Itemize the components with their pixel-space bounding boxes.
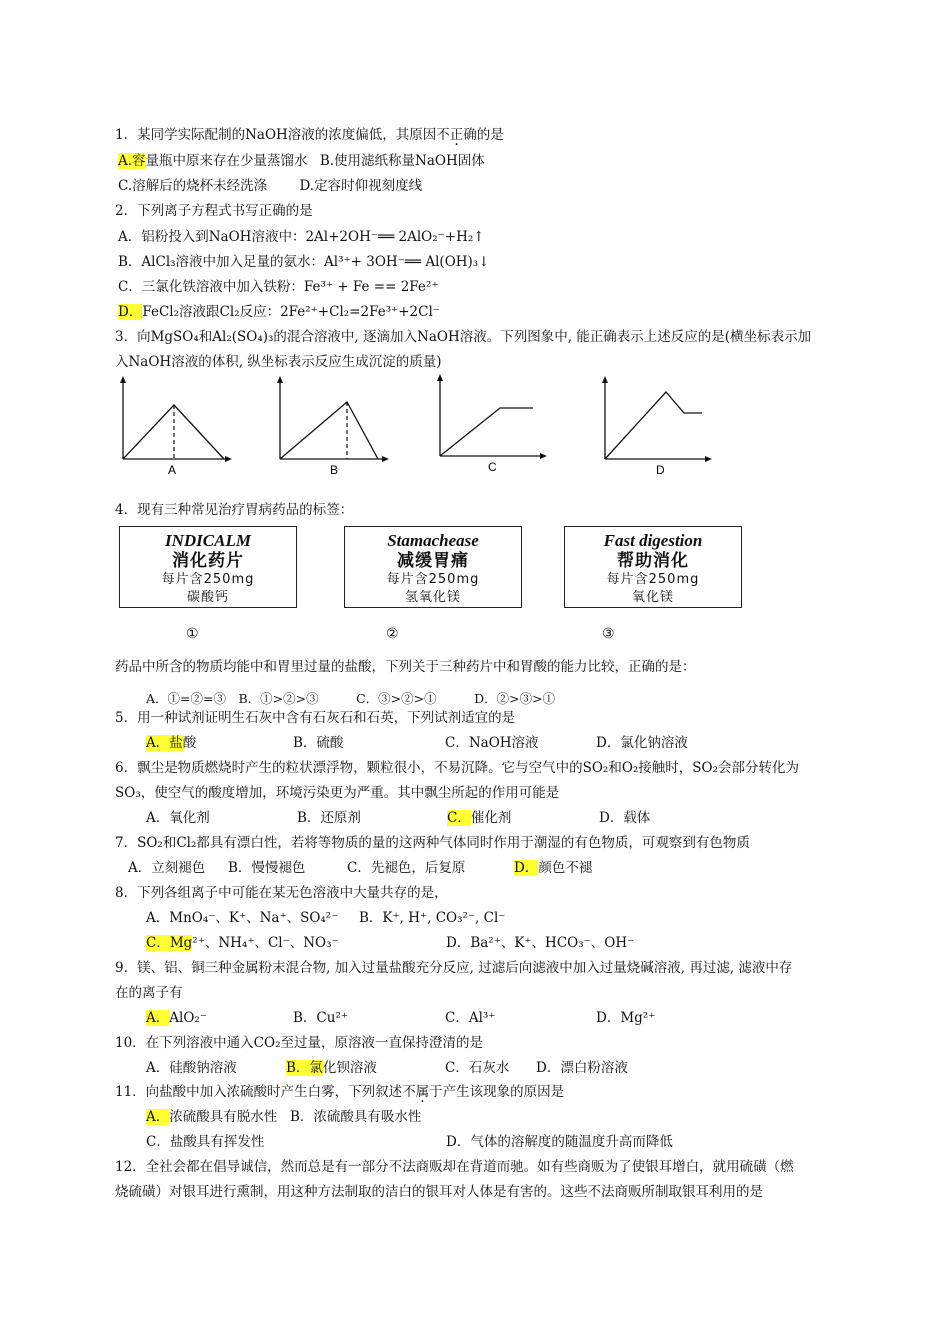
q6-option-c-text: 催化剂	[470, 810, 512, 826]
q7-option-d[interactable]	[514, 859, 592, 877]
q1-options-row1	[118, 152, 485, 170]
q7-option-d-highlight: D．	[514, 860, 539, 876]
q5-option-a-text: 酸	[182, 735, 197, 751]
q4-stem: 4．现有三种常见治疗胃病药品的标签：	[115, 502, 354, 518]
q5-option-a-highlight: A．盐	[146, 735, 183, 751]
q2-option-d-highlight: D．	[118, 304, 143, 320]
q8-option-c[interactable]	[146, 934, 339, 952]
q1-option-c[interactable]: C.溶解后的烧杯未经洗涤	[118, 178, 268, 194]
q2-option-c[interactable]: C．三氯化铁溶液中加入铁粉：Fe³⁺ + Fe == 2Fe²⁺	[118, 279, 439, 295]
q6-option-c-highlight: C．	[447, 810, 471, 826]
q8-option-a[interactable]: A．MnO₄⁻、K⁺、Na⁺、SO₄²⁻	[146, 910, 339, 926]
q11-option-a-text: 浓硫酸具有脱水性	[169, 1109, 278, 1125]
q11-option-d[interactable]: D．气体的溶解度的随温度升高而降低	[446, 1134, 673, 1150]
q9-stem-line1: 9．镁、铝、铜三种金属粉末混合物, 加入过量盐酸充分反应, 过滤后向滤液中加入过量烧碱溶液, 再过滤, 滤液中存	[115, 960, 793, 976]
q10-option-b-highlight: B．氯	[286, 1060, 323, 1076]
graph-d[interactable]	[590, 374, 720, 484]
q10-option-b[interactable]	[286, 1059, 377, 1077]
label-3-number: ③	[602, 626, 615, 642]
graph-a-label: A	[168, 463, 177, 477]
q9-option-a[interactable]	[146, 1009, 207, 1027]
q4-note: 药品中所含的物质均能中和胃里过量的盐酸，下列关于三种药片中和胃酸的能力比较，正确的是：	[115, 659, 696, 675]
q2-option-a[interactable]: A．铝粉投入到NaOH溶液中：2Al+2OH⁻══ 2AlO₂⁻+H₂↑	[118, 229, 485, 245]
label-1-ingredient: 碳酸钙	[186, 590, 229, 605]
q10-option-c[interactable]: C．石灰水	[445, 1060, 510, 1076]
q8-option-c-text: ²⁺、NH₄⁺、Cl⁻、NO₃⁻	[192, 935, 339, 951]
q1-stem-text: 1．某同学实际配制的NaOH溶液的浓度偏低，其原因	[115, 127, 437, 143]
q7-option-d-text: 颜色不褪	[538, 860, 593, 876]
q6-option-b[interactable]: B．还原剂	[297, 810, 361, 826]
q9-option-d[interactable]: D．Mg²⁺	[596, 1010, 656, 1026]
label-1-title: 消化药片	[172, 551, 244, 571]
q4-options[interactable]: A．①=②=③ B．①>②>③ C．③>②>① D．②>③>①	[146, 691, 556, 706]
q6-stem-line2: SO₃，使空气的酸度增加，环境污染更为严重。其中飘尘所起的作用可能是	[115, 785, 560, 801]
q3-stem-line1: 3．向MgSO₄和Al₂(SO₄)₃的混合溶液中, 逐滴加入NaOH溶液。下列图象中, 能正确表示上述反应的是(横坐标表示加	[115, 329, 812, 345]
label-1-dose: 每片含250mg	[161, 572, 255, 587]
q7-option-c[interactable]: C．先褪色，后复原	[347, 860, 466, 876]
q12-stem-line1: 12．全社会都在倡导诚信，然而总是有一部分不法商贩却在背道而驰。如有些商贩为了使银耳增白，就用硫磺（燃	[115, 1159, 794, 1175]
label-2-title: 减缓胃痛	[397, 551, 469, 571]
q1-options-row2	[118, 177, 422, 195]
q9-option-b[interactable]: B．Cu²⁺	[293, 1010, 348, 1026]
q8-option-b[interactable]: B．K⁺, H⁺, CO₃²⁻, Cl⁻	[359, 910, 506, 926]
label-3-title: 帮助消化	[617, 551, 689, 571]
q12-stem-line2: 烧硫磺）对银耳进行熏制，用这种方法制取的洁白的银耳对人体是有害的。这些不法商贩所制取银耳利用的是	[115, 1184, 763, 1200]
q7-option-b[interactable]: B．慢慢褪色	[228, 860, 306, 876]
q2-stem: 2．下列离子方程式书写正确的是	[115, 203, 313, 219]
q2-option-d[interactable]	[118, 303, 440, 321]
q8-stem: 8．下列各组离子中可能在某无色溶液中大量共存的是，	[115, 885, 448, 901]
q5-option-c[interactable]: C．NaOH溶液	[445, 735, 539, 751]
label-2-number: ②	[386, 626, 399, 642]
q2-option-b[interactable]: B．AlCl₃溶液中加入足量的氨水：Al³⁺+ 3OH⁻══ Al(OH)₃↓	[118, 254, 490, 270]
q11-option-b[interactable]: B．浓硫酸具有吸水性	[290, 1109, 422, 1125]
label-3-ingredient: 氧化镁	[631, 590, 674, 605]
label-3-dose: 每片含250mg	[606, 572, 700, 587]
q9-option-c[interactable]: C．Al³⁺	[445, 1010, 496, 1026]
q1-option-a[interactable]: 量瓶中原来存在少量蒸馏水	[145, 153, 308, 169]
label-1-number: ①	[186, 626, 199, 642]
q10-stem: 10．在下列溶液中通入CO₂至过量，原溶液一直保持澄清的是	[115, 1035, 483, 1051]
q1-stem	[115, 126, 504, 144]
label-3-brand: Fast digestion	[603, 531, 703, 550]
q9-option-a-highlight: A．	[146, 1010, 170, 1026]
q1-option-a-highlight[interactable]: A.容	[118, 153, 146, 169]
q11-stem	[115, 1083, 564, 1101]
label-2-ingredient: 氢氧化镁	[404, 590, 461, 605]
q3-stem-line2: 入NaOH溶液的体积, 纵坐标表示反应生成沉淀的质量)	[115, 354, 442, 370]
q11-option-c[interactable]: C．盐酸具有挥发性	[146, 1134, 265, 1150]
q8-option-d[interactable]: D．Ba²⁺、K⁺、HCO₃⁻、OH⁻	[446, 935, 635, 951]
q9-stem-line2: 在的离子有	[115, 985, 183, 1001]
q11-stem-text: 11．向盐酸中加入浓硫酸时产生白雾，下列叙述	[115, 1084, 403, 1100]
q9-option-a-text: AlO₂⁻	[169, 1010, 207, 1026]
q11-stem-emphasis: 不属于	[402, 1084, 443, 1100]
medicine-label-3	[564, 526, 742, 608]
q2-option-d-text: FeCl₂溶液跟Cl₂反应：2Fe²⁺+Cl₂=2Fe³⁺+2Cl⁻	[142, 304, 440, 320]
q10-option-d[interactable]: D．漂白粉溶液	[536, 1060, 628, 1076]
label-1-brand: INDICALM	[165, 531, 251, 550]
q5-option-d[interactable]: D．氯化钠溶液	[596, 735, 688, 751]
q5-stem: 5．用一种试剂证明生石灰中含有石灰石和石英，下列试剂适宜的是	[115, 710, 516, 726]
label-2-brand: Stamachease	[387, 531, 479, 550]
q1-stem-emphasis: 不正确	[436, 127, 477, 143]
q6-stem-line1: 6．飘尘是物质燃烧时产生的粒状漂浮物，颗粒很小，不易沉降。它与空气中的SO₂和O₂接触时，SO₂会部分转化为	[115, 760, 800, 776]
q1-option-d[interactable]: D.定容时仰视刻度线	[299, 178, 423, 194]
q7-option-a[interactable]: A．立刻褪色	[128, 860, 206, 876]
graph-c-label: C	[488, 460, 497, 474]
q6-option-c[interactable]	[447, 809, 511, 827]
graph-c[interactable]	[425, 372, 555, 482]
graph-b-label: B	[330, 463, 339, 477]
q11-option-a-highlight: A．	[146, 1109, 170, 1125]
graph-a[interactable]	[108, 374, 238, 484]
q5-option-a[interactable]	[146, 734, 196, 752]
q7-stem: 7．SO₂和Cl₂都具有漂白性，若将等物质的量的这两种气体同时作用于潮湿的有色物质，可观察到有色物质	[115, 835, 750, 851]
medicine-label-2	[344, 526, 522, 608]
medicine-label-1	[119, 526, 297, 608]
q11-stem-end: 产生该现象的原因是	[442, 1084, 565, 1100]
label-2-dose: 每片含250mg	[386, 572, 480, 587]
graph-d-label: D	[656, 463, 665, 477]
graph-b[interactable]	[265, 374, 395, 484]
q10-option-a[interactable]: A．硅酸钠溶液	[146, 1060, 237, 1076]
q11-option-a[interactable]	[146, 1108, 277, 1126]
q10-option-b-text: 化钡溶液	[322, 1060, 377, 1076]
q1-option-b[interactable]: B.使用滤纸称量NaOH固体	[319, 153, 485, 169]
q6-option-a[interactable]: A．氧化剂	[146, 810, 210, 826]
q5-option-b[interactable]: B．硫酸	[293, 735, 344, 751]
q8-option-c-highlight: C．Mg	[146, 935, 193, 951]
q6-option-d[interactable]: D．载体	[599, 810, 651, 826]
q1-stem-end: 的是	[476, 127, 504, 143]
